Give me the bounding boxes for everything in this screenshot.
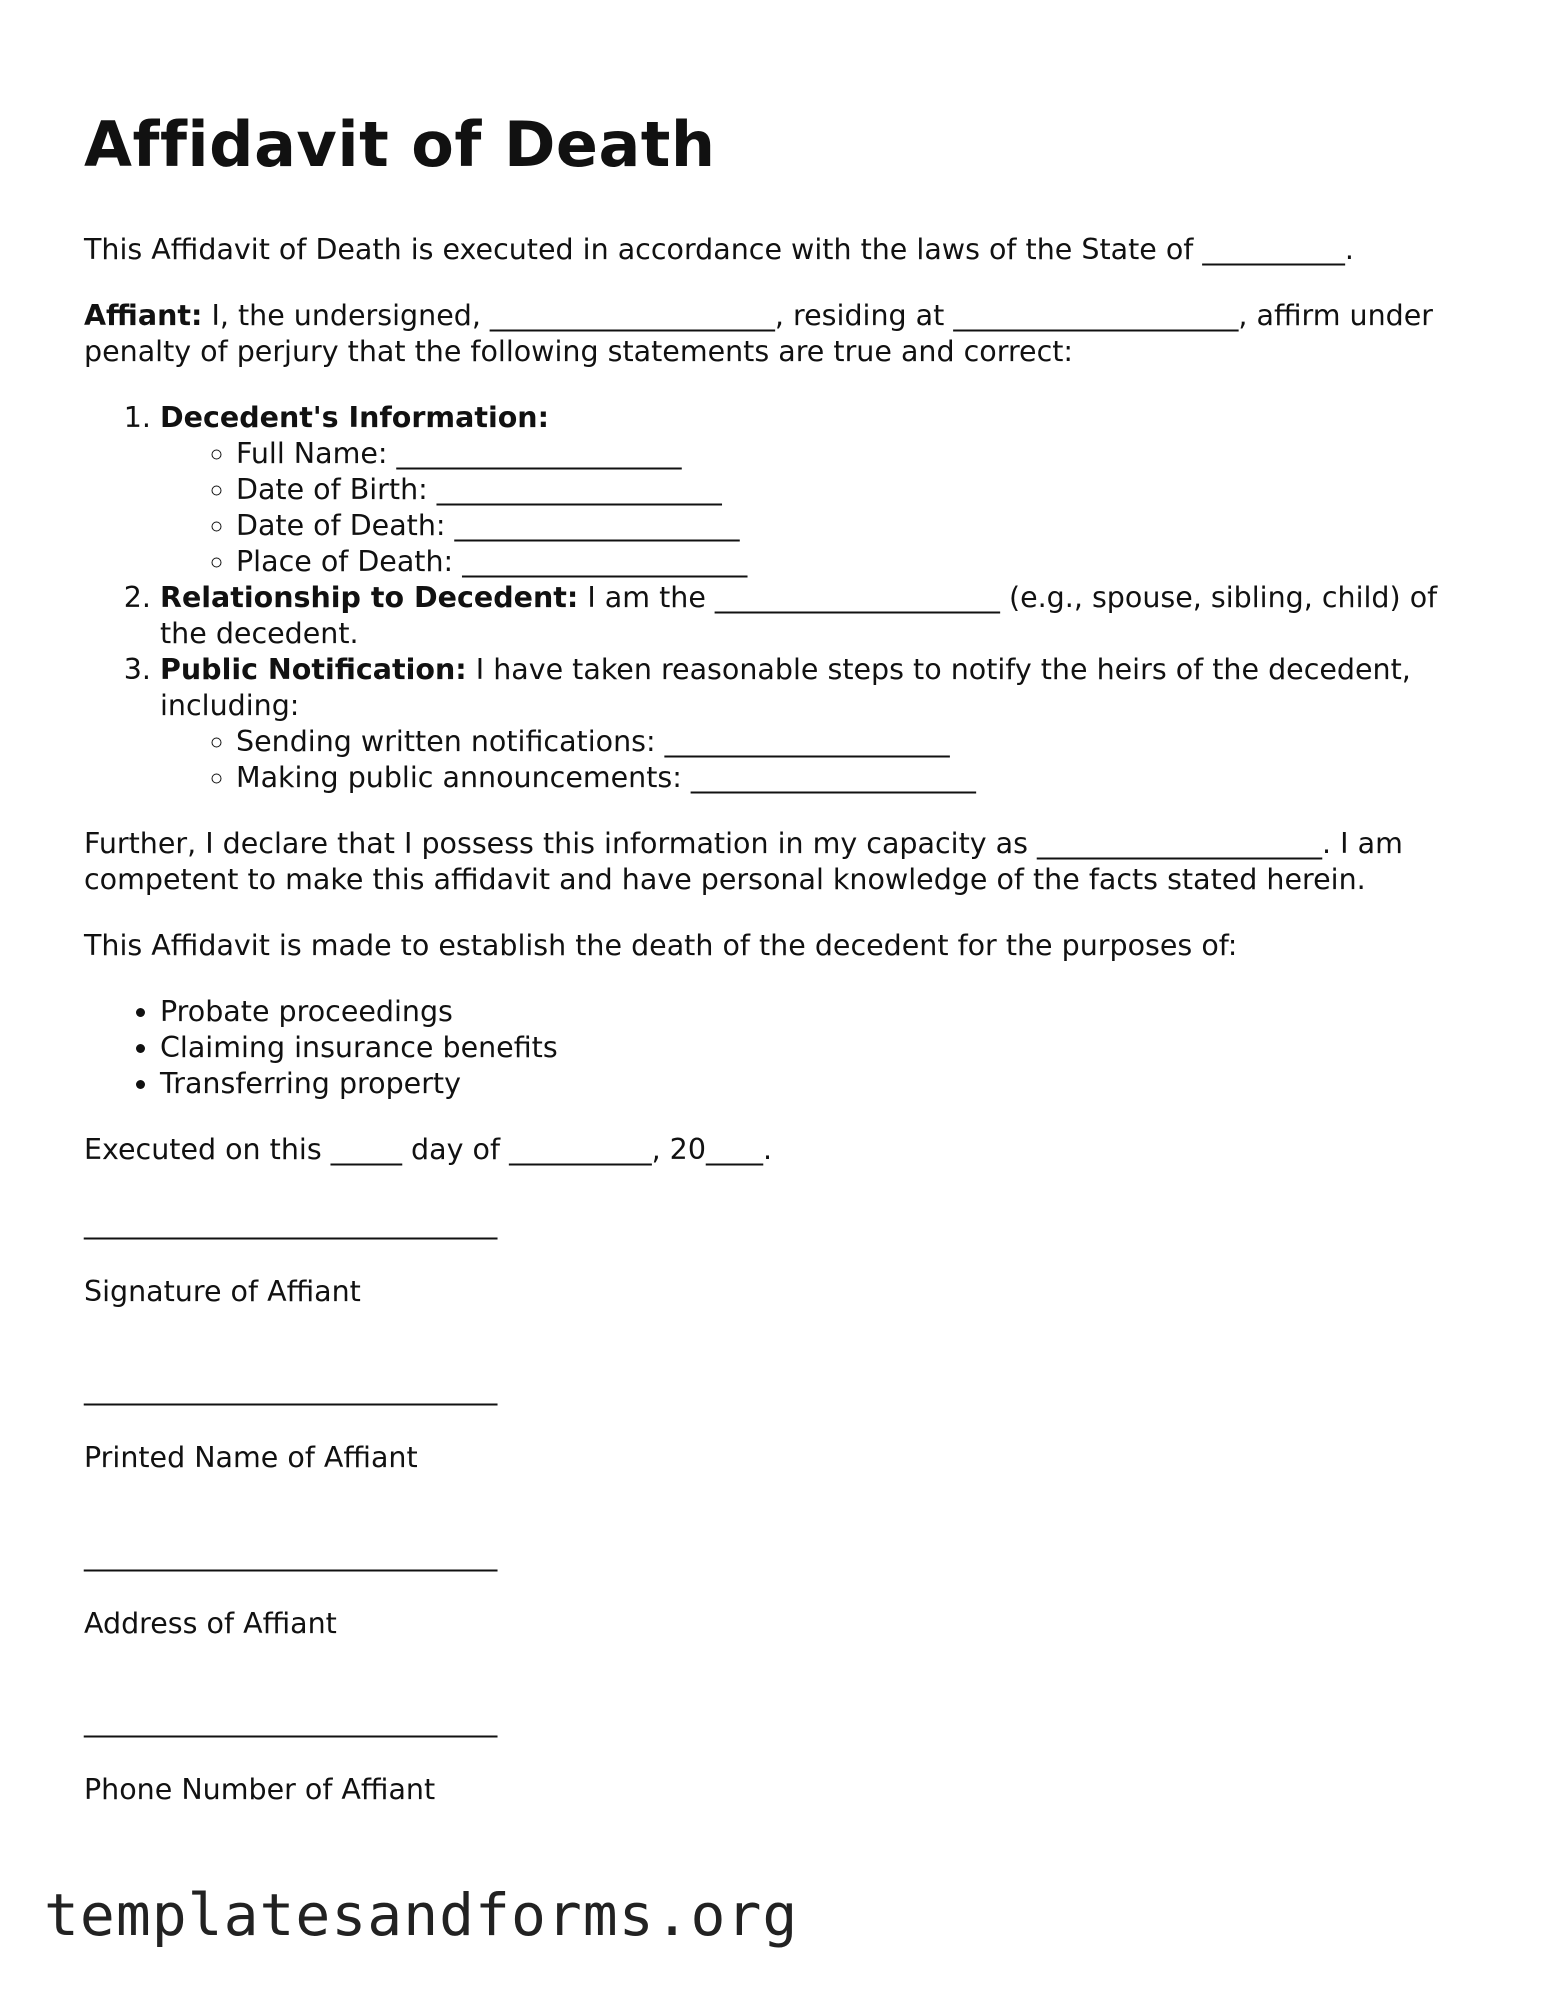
document-page <box>84 100 1444 1870</box>
signature-label: Printed Name of Affiant <box>84 1441 418 1474</box>
signature-label: Phone Number of Affiant <box>84 1773 436 1806</box>
affiant-label: Affiant: <box>84 299 203 332</box>
list-item: • Transferring property <box>160 1066 1444 1102</box>
purposes-intro: This Affidavit is made to establish the death of the decedent for the purposes of: <box>84 929 1238 962</box>
affiant-paragraph <box>84 298 1444 370</box>
notification-list <box>160 724 1444 796</box>
statement-label: Decedent's Information: <box>160 401 549 434</box>
signature-block <box>84 1206 1444 1310</box>
signature-line: _____________________________ <box>84 1539 498 1572</box>
decedent-info-list <box>160 436 1444 580</box>
signature-line: _____________________________ <box>84 1373 498 1406</box>
phone-block <box>84 1704 1444 1808</box>
statements-list <box>84 400 1444 796</box>
printed-name-block <box>84 1372 1444 1476</box>
declaration-paragraph: Further, I declare that I possess this information in my capacity as ____________________. I am competent to make this affidavit and have personal knowledge of the facts stated herein. <box>84 827 1403 896</box>
statement-public-notification <box>160 652 1444 796</box>
signature-line: _____________________________ <box>84 1207 498 1240</box>
list-item: • Claiming insurance benefits <box>160 1030 1444 1066</box>
address-block <box>84 1538 1444 1642</box>
list-item: ◦ Sending written notifications: ____________________ <box>236 724 1444 760</box>
statement-relationship <box>160 580 1444 652</box>
list-item: ◦ Making public announcements: ____________________ <box>236 760 1444 796</box>
watermark: templatesandforms.org <box>44 1881 799 1949</box>
signature-label: Signature of Affiant <box>84 1275 361 1308</box>
statement-label: Public Notification: <box>160 653 467 686</box>
executed-line: Executed on this _____ day of __________, 20____. <box>84 1133 773 1166</box>
list-item: ◦ Date of Birth: ____________________ <box>236 472 1444 508</box>
statement-label: Relationship to Decedent: <box>160 581 579 614</box>
statement-text: I am the ____________________ (e.g., spouse, sibling, child) of the decedent. <box>160 581 1438 650</box>
signature-line: _____________________________ <box>84 1705 498 1738</box>
page-title: Affidavit of Death <box>84 108 716 181</box>
purposes-list <box>84 994 1444 1102</box>
affiant-text: I, the undersigned, ____________________, residing at ____________________, affirm under penalty of perjury that the following statements are true and correct: <box>84 299 1434 368</box>
list-item: • Probate proceedings <box>160 994 1444 1030</box>
list-item: ◦ Date of Death: ____________________ <box>236 508 1444 544</box>
statement-decedent-info <box>160 400 1444 580</box>
signature-label: Address of Affiant <box>84 1607 337 1640</box>
statement-text: I have taken reasonable steps to notify the heirs of the decedent, including: <box>160 653 1411 722</box>
list-item: ◦ Full Name: ____________________ <box>236 436 1444 472</box>
intro-paragraph: This Affidavit of Death is executed in accordance with the laws of the State of __________. <box>84 233 1354 266</box>
list-item: ◦ Place of Death: ____________________ <box>236 544 1444 580</box>
